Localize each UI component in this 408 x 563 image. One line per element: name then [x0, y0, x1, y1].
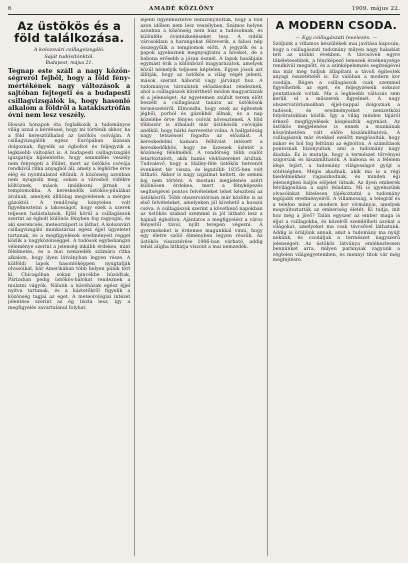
article-lead: Tegnap este száll a nagy közönségreról fejből, hogy a föld fénymértékének nagy változások a sajtóban fejtegeti és a budapesti csillagvizsgálók is, hogy hasonló alkalom a földről a katakisztrófán óvni nem lesz veszély. — [8, 67, 131, 120]
page-header — [8, 6, 400, 15]
right-column — [273, 18, 400, 556]
article-body-continued: lejebb figyelmeztetve bebizonyították, hogy a föld azon időben nem lesz veszélyben. Számos helyen azonban a közönség nem hisz a tudósoknak, és különféle óvintézkedéseket tesz. A vidéki városokban a harangokat félreverik, a falusi nép összegyűlik a templomok előtt. A jegyzők és a papok igyekeznek megnyugtatni a híveket, de a babona erősebb a józan észnél. A lapok hasábjain egymást érik a különböző magyarázatok, amelyek közül némelyik teljesen képtelen. Egyes jósok azt állítják, hogy az üstökös a világ végét jelenti, mások szerint háborút vagy járványt hoz. A tudományos társulatok előadásokat rendeznek, ahol a csillagászok közérthető módon magyarázzák el a jelenséget. Az egyetemen zsúfolt terem előtt beszélt a csillagászat tanára az üstökösök természetéről. Elmondta, hogy ezek az égitestek jégből, porból és gázokból állnak, és a nap közelébe érve fényes csóvát növesztenek. A föld többször is áthaladt már üstökösök csóváján anélkül, hogy bárki észrevette volna. A hallgatóság nagy tetszéssel fogadta az előadást. A kereskedelmi kamara felhívást intézett a kereskedőkhöz, hogy ne űzzenek üzletet a közönség félelméből. A rendőrség több csalót letartóztatott, akik hamis védőszereket árultak. Tudvalevő, hogy a Halley-féle üstökös hetvenöt évenként tér vissza, és legutóbb 1835-ben volt látható. Akkor is nagy izgalmat keltett, de semmi baj nem történt. A mostani megjelenés azért különösen érdekes, mert a fényképezés segítségével pontos felvételeket lehet készíteni az üstökösről. Több obszervatórium már közölte is az első felvételeket, amelyeken jól kivehető a hosszú csóva. A csillagászok szerint a következő napokban az üstökös szabad szemmel is jól látható lesz a hajnali égbolton. Ajánlatos a megfigyelést a város fényeitől távol, nyílt terepen végezni. A gyermekeket is érdemes magunkkal vinni, hogy egy életre szóló élményben legyen részük. Az üstökös visszatérése 1986-ban várható, addig tehát aligha láthatja viszont a mai nemzedék. — [140, 18, 263, 251]
article-byline: Saját tudósítónktól. — [44, 54, 94, 60]
middle-column — [140, 18, 267, 556]
article-title: Az üstökös és a föld találkozása. — [14, 19, 125, 45]
newspaper-name: AMADÉ KÖZLÖNY — [149, 6, 215, 12]
article-subtitle: A kolozsvári csillagvizsgáló. — [33, 47, 105, 53]
article-title-modern: A MODERN CSODA. — [275, 19, 398, 32]
article-body: Hosszú hónapok óta foglalkozik a tudományos világ azzal a kérdéssel, hogy mi történik akkor, ha a föld keresztülhalad az üstökös csóváján. A csillagvizsgálók egész Európában lázasan dolgoznak, figyelik az égboltot és feljegyzik a legkisebb változást is. A budapesti csillagvizsgáló igazgatója kijelentette, hogy semmiféle veszély nem fenyegeti a földet, mert az üstökös csóvája rendkívül ritka anyagból áll, amely a légkörbe érve elég és nyomtalanul eltűnik. A közönség azonban nem nyugszik meg, sokan a városból vidékre költöznek, mások imádkozni járnak a templomokba. A kereskedők üstökös-pilulákat árulnak, amelyek állítólag megvédenek a mérges gázoktól. A rendőrség kénytelen volt figyelmeztetni a lakosságot, hogy ezek a szerek teljesen hatástalanok. Éjfél körül a csillagászok szerint az égbolt különös fényben fog ragyogni, és aki szerencsés, meteorzáport is láthat. A kolozsvári csillagvizsgáló munkatársai egész éjjel ügyeletet tartanak, és a megfigyelések eredményeit reggel közlik a nagyközönséggel. A tudósok egybehangzó véleménye szerint a jelenség inkább érdekes, mint félelmetes, és a mai nemzedék számára ritka alkalom, hogy ilyen látványban legyen része. A külföldi lapok hasonlóképpen nyugtatják olvasóikat, bár Amerikában több helyen pánik tört ki. Chicagóban sokan pincékbe húzódtak, Párizsban pedig üstökös-bálokat rendeznek a mulatni vágyók. Nálunk a kávéházak egész éjjel nyitva tartanak, és a háztetőkről figyelik a közönség tagjai az eget. A meteorológiai intézet jelentése szerint az ég tiszta lesz, így a megfigyelés zavartalanul folyhat. — [8, 122, 131, 311]
article-dateline: Budapest, május 21. — [45, 61, 93, 66]
page-number: 6 — [8, 6, 12, 12]
left-column — [8, 18, 135, 556]
columns — [8, 18, 400, 556]
article-subtitle-modern: — Egy csillagászati levelezés. — — [295, 35, 378, 41]
issue-date: 1909. május 22. — [351, 6, 400, 12]
article-body-modern: Szóljunk a villamos készülékek mai javítása kapcsán, hogy a csillagászati tudomány milyen nagy haladást tett az utóbbi években. A távcsövek egyre tökéletesebbek, a fényképező lemezek érzékenysége rendkívül megnőtt, és a színképelemzés segítségével ma már meg tudjuk állapítani a távoli égitestek anyagi összetételét is. Ez valóban a modern kor csodája. Régen a csillagászok csak szemmel figyelhették az eget, és feljegyzéseik sokszor pontatlanok voltak. Ma a legkisebb változás sem kerüli el a műszerek figyelmét. A nagy obszervatóriumokban éjjel-nappal dolgoznak a tudósok, és eredményeiket nemzetközi folyóiratokban közlik. Így a világ minden tájáról érkező megfigyelések kiegészítik egymást. Az üstökös megjelenése is ennek a munkának köszönhetően vált előre kiszámíthatóvá. A csillagászok már évekkel ezelőtt megjósolták, hogy mikor és hol fog feltűnni az égbolton. A számítások pontosnak bizonyultak, ami a tudomány nagy diadala. Ez is mutatja, hogy a természet törvényei szigorúak és kiszámíthatók. A babona és a félelem ideje lejárt, a tudomány világosságot gyújt a sötétségben. Mégis akadnak, akik ma is a régi hiedelmekhez ragaszkodnak, és minden égi jelenségben baljós előjelet látnak. Az ilyen emberek felvilágosítása a sajtó feladata. Mi is igyekszünk olvasóinkat hitelesen tájékoztatni a tudomány legújabb eredményeiről. A villamosság, a telegráf és a telefon mind a modern kor vívmányai, amelyek megváltoztatták az emberiség életét. Ki tudja, mit hoz még a jövő? Talán egyszer az ember maga is eljut a csillagokba, és közelről szemlélheti azokat a világokat, amelyeket ma csak távcsővel láthatunk. Addig is örüljünk annak, amit a tudomány ma nyújt nekünk, és csodáljuk a természet nagyszerű jelenségeit. Az üstökös látványa emlékeztessen bennünket arra, milyen parányiak vagyunk a végtelen világegyetemben, és mennyi titok vár még megfejtésre. — [272, 42, 400, 264]
